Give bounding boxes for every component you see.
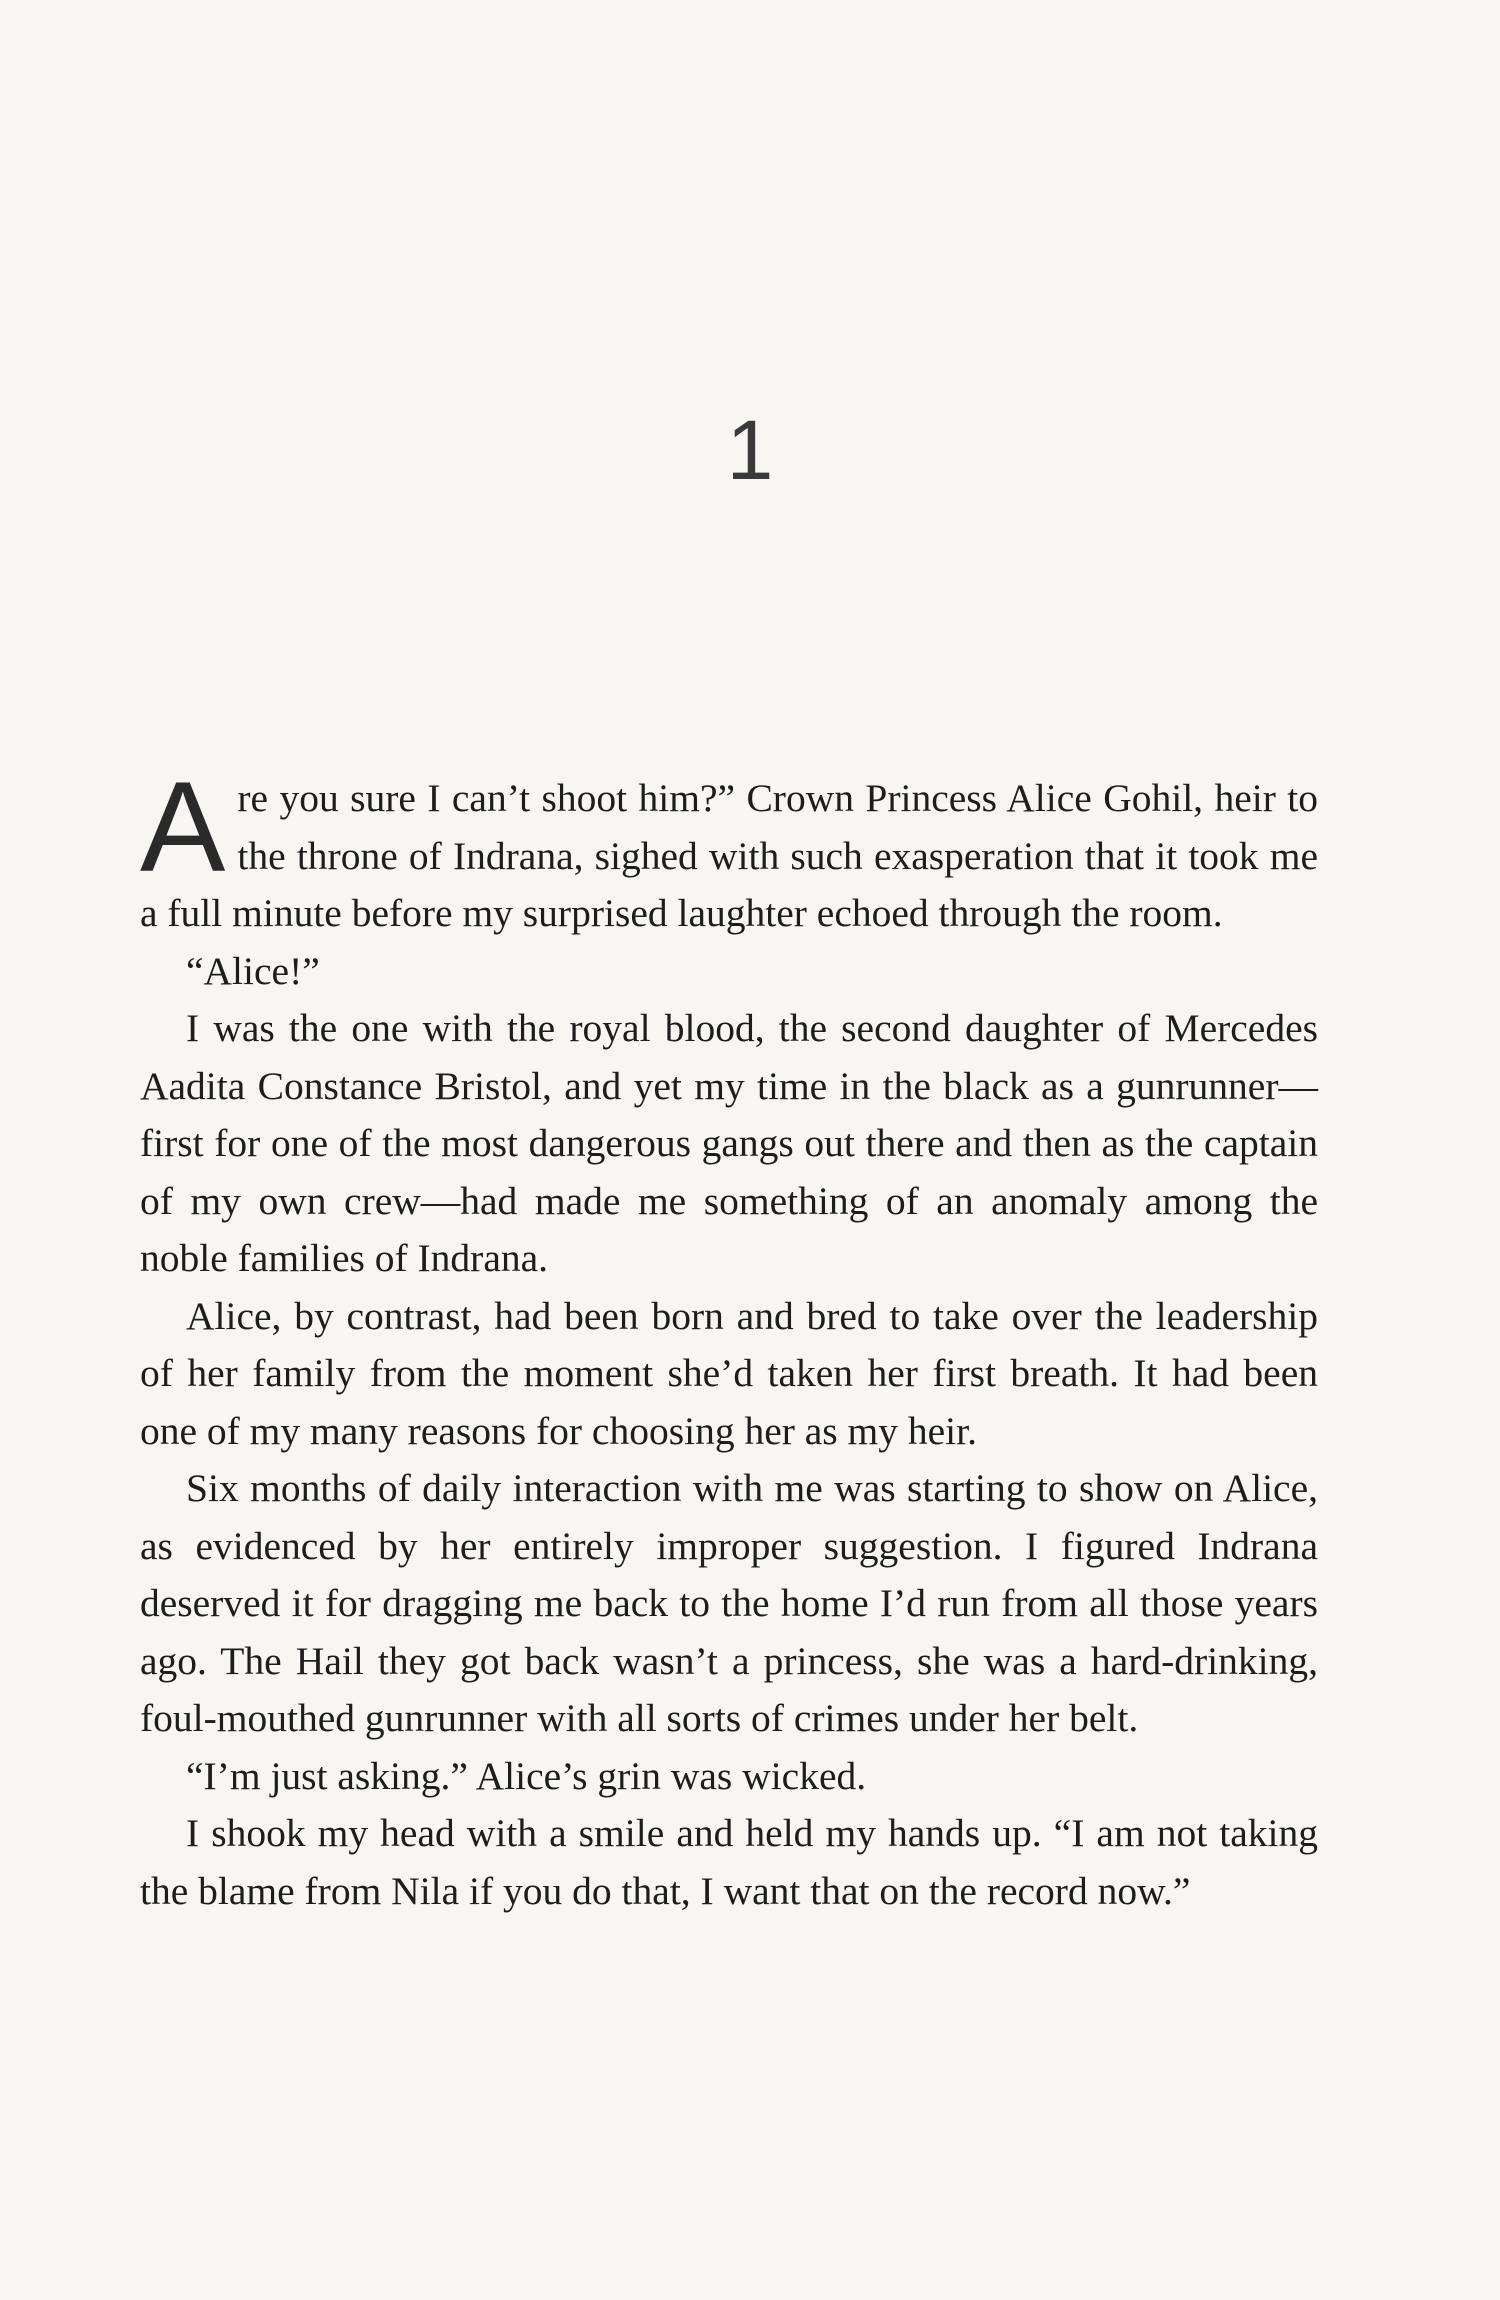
chapter-body	[140, 756, 1318, 1920]
paragraph: I shook my head with a smile and held my hands up. “I am not taking the blame from Nila if you do that, I want that on the record now.”	[140, 1811, 1318, 1913]
paragraph-text: re you sure I can’t shoot him?” Crown Princess Alice Gohil, heir to the throne of Indrana, sighed with such exasperation that it took me a full minute before my surprised laughter echoed through the room.	[140, 776, 1318, 935]
drop-cap: A	[140, 756, 226, 899]
chapter-number: 1	[726, 403, 774, 497]
paragraph: Alice, by contrast, had been born and bred to take over the leadership of her family from the moment she’d taken her first breath. It had been one of my many reasons for choosing her as my heir.	[140, 1293, 1318, 1453]
paragraph	[140, 756, 1318, 943]
paragraph: “Alice!”	[186, 948, 320, 993]
paragraph: I was the one with the royal blood, the second daughter of Mercedes Aadita Constance Bristol, and yet my time in the black as a gunrunner—first for one of the most dangerous gangs out there and then as the captain of my own crew—had made me something of an anomaly among the noble families of Indrana.	[140, 1006, 1318, 1280]
paragraph: “I’m just asking.” Alice’s grin was wicked.	[186, 1753, 867, 1798]
paragraph: Six months of daily interaction with me was starting to show on Alice, as evidenced by her entirely improper suggestion. I figured Indrana deserved it for dragging me back to the home I’d run from all those years ago. The Hail they got back wasn’t a princess, she was a hard-drinking, foul-mouthed gunrunner with all sorts of crimes under her belt.	[140, 1466, 1318, 1740]
